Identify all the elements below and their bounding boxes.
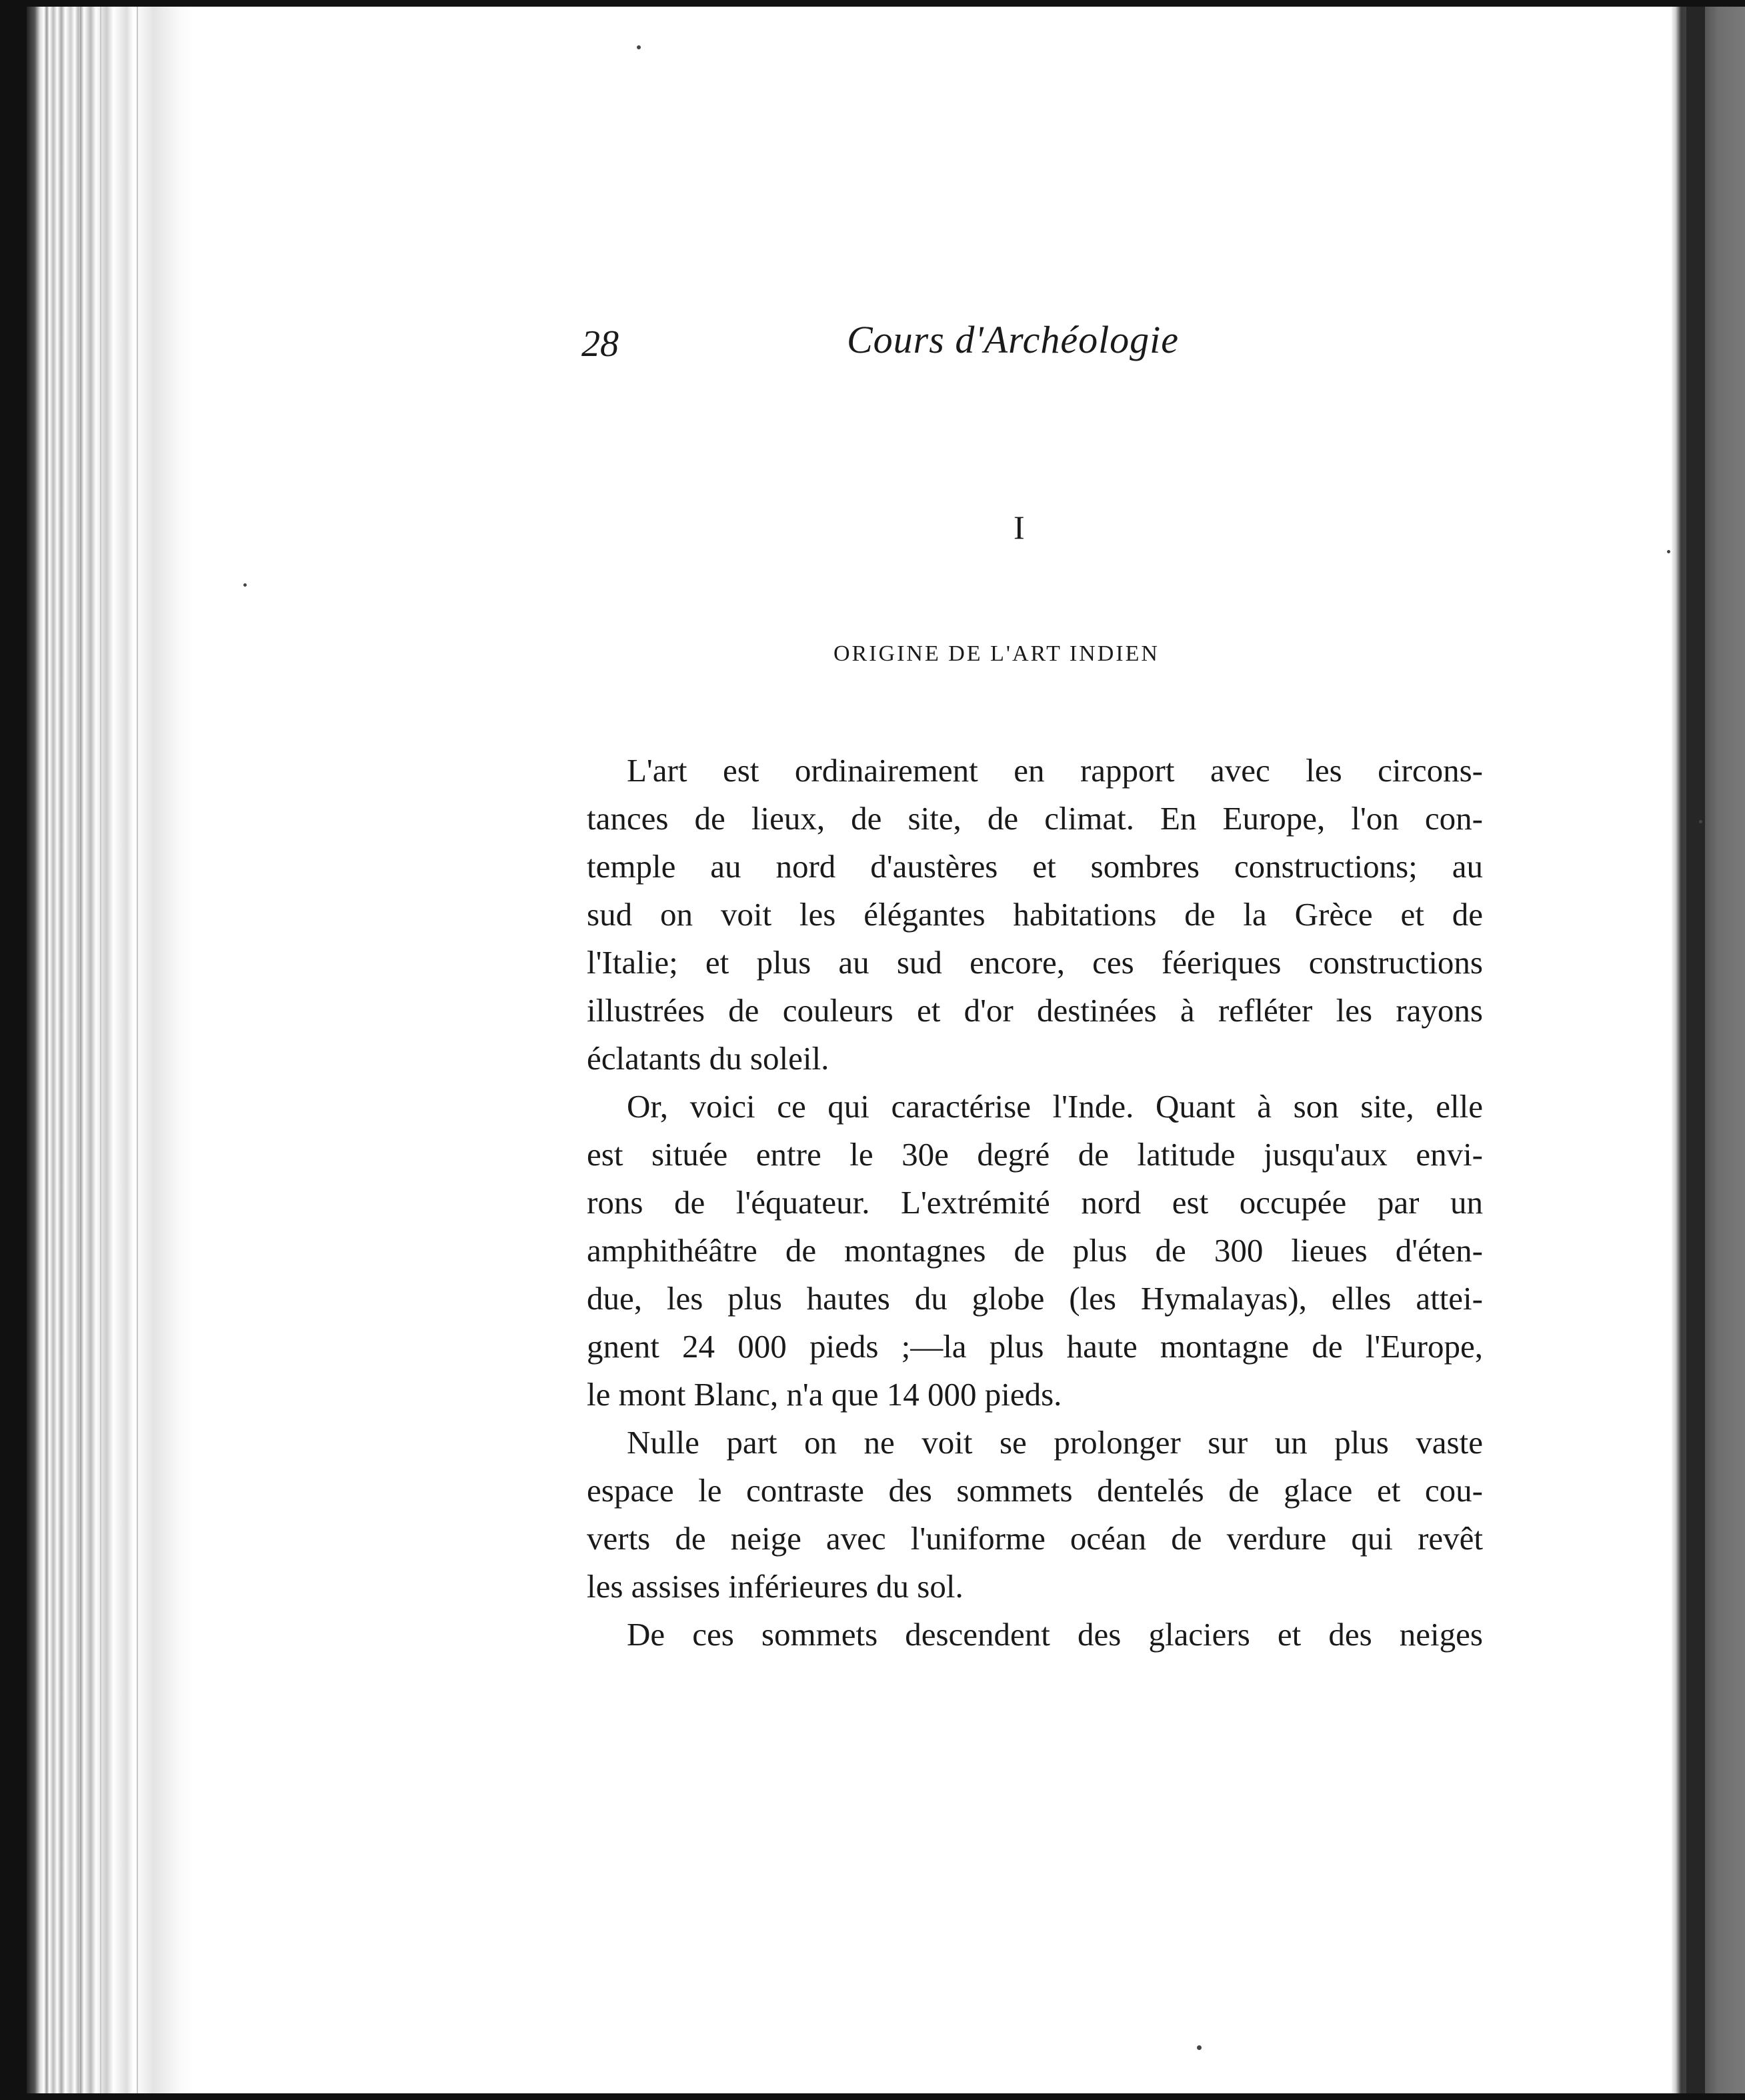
chapter-number: I <box>1014 509 1025 546</box>
paragraph <box>587 747 1483 1083</box>
text-line: l'Italie; et plus au sud encore, ces féeriques constructions <box>587 944 1483 981</box>
text-line: gnent 24 000 pieds ;—la plus haute montagne de l'Europe, <box>587 1328 1483 1365</box>
text-line: illustrées de couleurs et d'or destinées à refléter les rayons <box>587 992 1483 1029</box>
text-line: est située entre le 30e degré de latitude jusqu'aux envi- <box>587 1136 1483 1173</box>
dust-speck <box>637 45 641 49</box>
text-line: due, les plus hautes du globe (les Hymalayas), elles attei- <box>587 1280 1483 1317</box>
page-number: 28 <box>581 323 619 365</box>
book-page-edges <box>27 7 193 2093</box>
paragraph <box>587 1419 1483 1611</box>
text-line: amphithéâtre de montagnes de plus de 300 lieues d'éten- <box>587 1232 1483 1269</box>
running-title: Cours d'Archéologie <box>847 318 1180 361</box>
text-line: sud on voit les élégantes habitations de la Grèce et de <box>587 896 1483 933</box>
dust-speck <box>1699 820 1702 823</box>
body-text <box>587 747 1483 1659</box>
right-book-edge-shadow <box>1686 7 1705 2093</box>
text-line: Nulle part on ne voit se prolonger sur un plus vaste <box>627 1424 1483 1461</box>
dust-speck <box>1667 550 1670 553</box>
chapter-title: ORIGINE DE L'ART INDIEN <box>833 641 1160 666</box>
page-edge-line <box>100 7 101 2093</box>
text-line: temple au nord d'austères et sombres constructions; au <box>587 848 1483 885</box>
text-line: le mont Blanc, n'a que 14 000 pieds. <box>587 1376 1062 1413</box>
paragraph <box>587 1083 1483 1419</box>
text-line: tances de lieux, de site, de climat. En Europe, l'on con- <box>587 800 1483 837</box>
page-edge-line <box>137 7 138 2093</box>
text-line: rons de l'équateur. L'extrémité nord est occupée par un <box>587 1184 1483 1221</box>
dust-speck <box>1197 2045 1202 2050</box>
text-line: éclatants du soleil. <box>587 1040 829 1077</box>
book-page <box>573 313 1494 1653</box>
text-line: Or, voici ce qui caractérise l'Inde. Quant à son site, elle <box>627 1088 1483 1125</box>
paragraph <box>587 1611 1483 1659</box>
running-head <box>573 313 1494 373</box>
text-line: De ces sommets descendent des glaciers et des neiges <box>627 1616 1483 1653</box>
text-line: L'art est ordinairement en rapport avec les circons- <box>627 752 1483 789</box>
dust-speck <box>243 583 247 587</box>
text-line: les assises inférieures du sol. <box>587 1568 964 1605</box>
text-line: espace le contraste des sommets dentelés de glace et cou- <box>587 1472 1483 1509</box>
page-edge-line <box>79 7 80 2093</box>
text-line: verts de neige avec l'uniforme océan de verdure qui revêt <box>587 1520 1483 1557</box>
right-book-edge <box>1672 7 1745 2093</box>
